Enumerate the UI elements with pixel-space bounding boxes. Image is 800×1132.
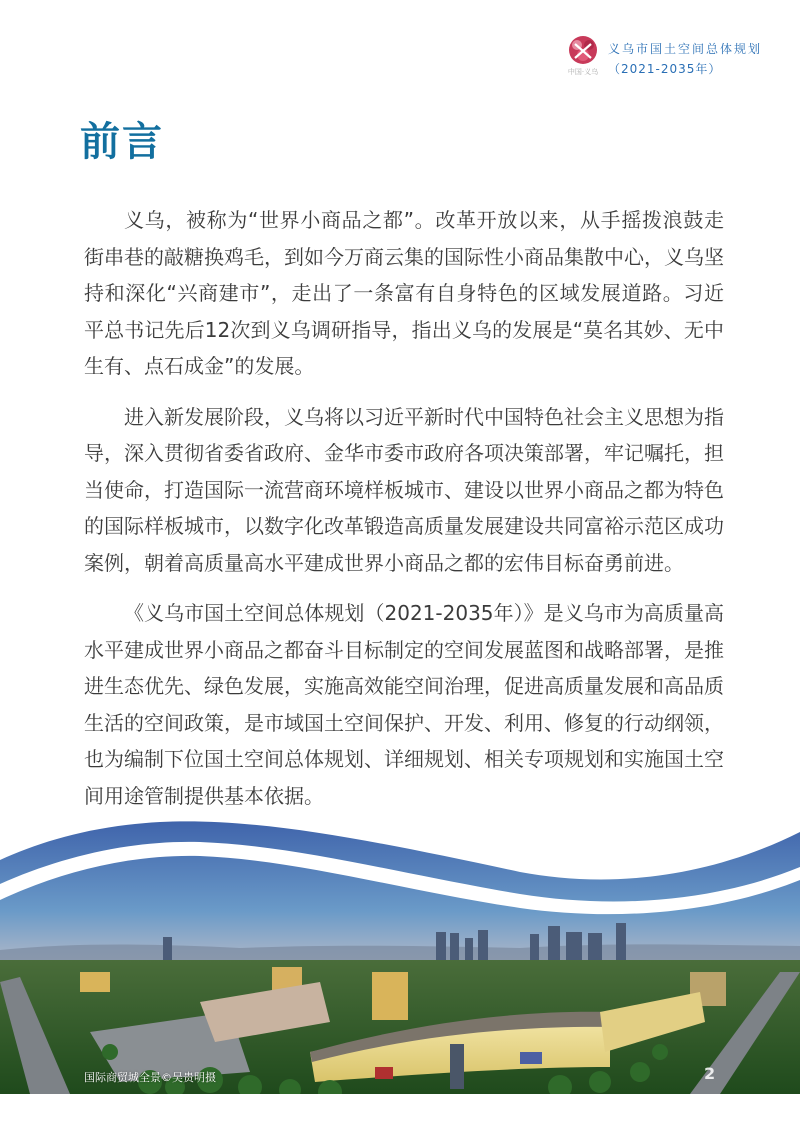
yiwu-logo-icon bbox=[563, 34, 603, 80]
page-number: 2 bbox=[704, 1064, 716, 1083]
panorama-illustration-icon bbox=[0, 812, 800, 1094]
city-panorama-photo bbox=[0, 812, 800, 1094]
plan-years: （2021-2035年） bbox=[608, 62, 722, 76]
document-header bbox=[563, 34, 793, 94]
plan-title: 义乌市国土空间总体规划 bbox=[608, 42, 763, 56]
paragraph: 义乌，被称为“世界小商品之都”。改革开放以来，从手摇拨浪鼓走街串巷的敲糖换鸡毛，到如今万商云集的国际性小商品集散中心，义乌坚持和深化“兴商建市”，走出了一条富有自身特色的区域发展道路。习近平总书记先后12次到义乌调研指导，指出义乌的发展是“莫名其妙、无中生有、点石成金”的发展。 bbox=[84, 208, 724, 378]
page-title: 前言 bbox=[80, 119, 164, 165]
svg-text:中国·义乌: 中国·义乌 bbox=[567, 68, 599, 76]
paragraph: 《义乌市国土空间总体规划（2021-2035年）》是义乌市为高质量高水平建成世界小商品之都奋斗目标制定的空间发展蓝图和战略部署，是推进生态优先、绿色发展，实施高效能空间治理，促进高质量发展和高品质生活的空间政策，是市域国土空间保护、开发、利用、修复的行动纲领，也为编制下位国土空间总体规划、详细规划、相关专项规划和实施国土空间用途管制提供基本依据。 bbox=[84, 601, 724, 808]
paragraph: 进入新发展阶段，义乌将以习近平新时代中国特色社会主义思想为指导，深入贯彻省委省政府、金华市委市政府各项决策部署，牢记嘱托，担当使命，打造国际一流营商环境样板城市、建设以世界小商品之都为特色的国际样板城市，以数字化改革锻造高质量发展建设共同富裕示范区成功案例，朝着高质量高水平建成世界小商品之都的宏伟目标奋勇前进。 bbox=[84, 404, 724, 575]
preface-body bbox=[84, 202, 724, 828]
photo-caption: 国际商贸城全景©吴贵明摄 bbox=[84, 1071, 216, 1084]
